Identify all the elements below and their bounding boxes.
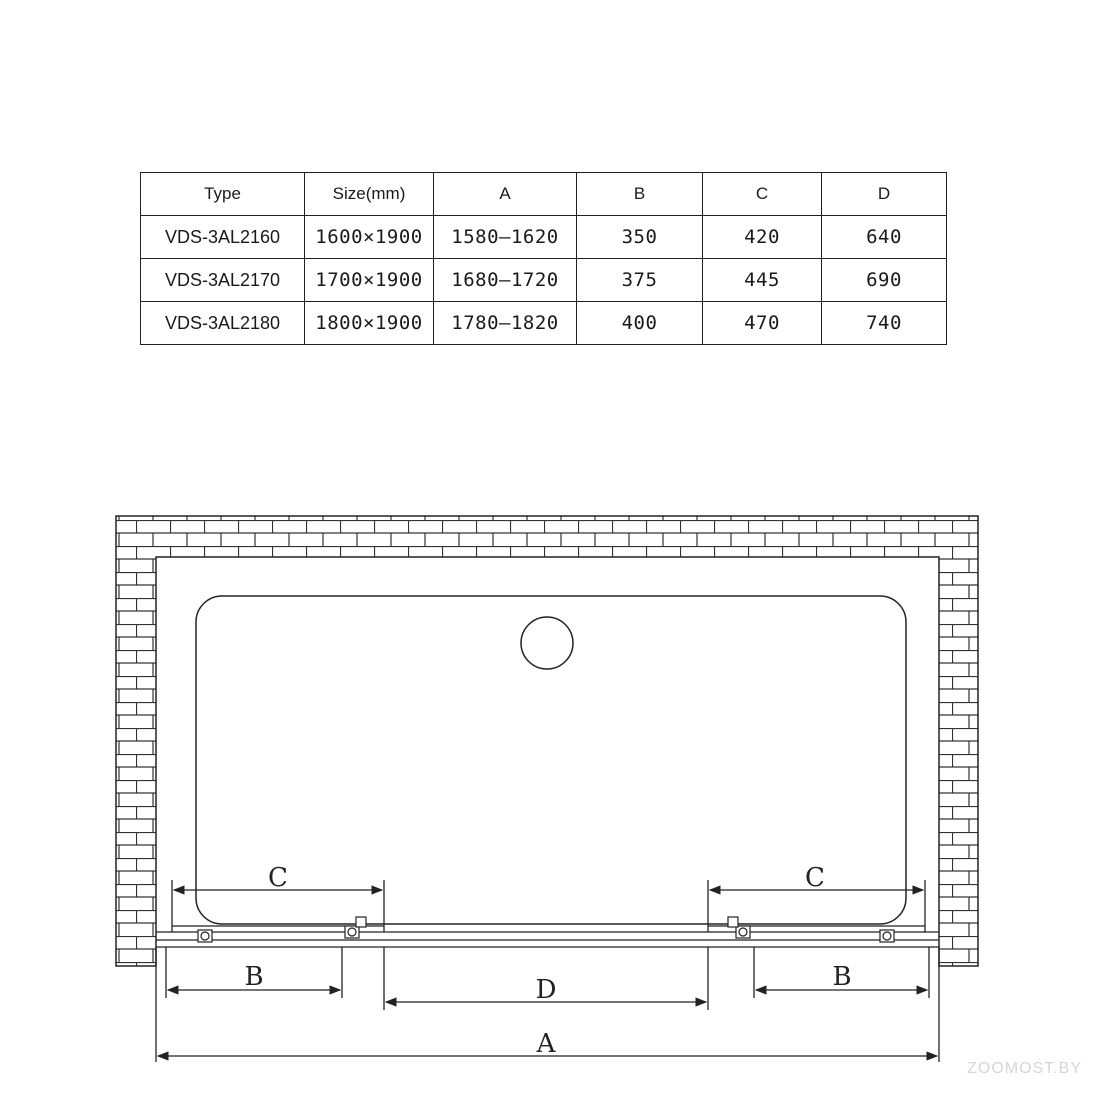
header-c: C [703, 173, 822, 216]
cell-c: 420 [703, 216, 822, 259]
cell-b: 400 [577, 302, 703, 345]
cell-size: 1600×1900 [305, 216, 434, 259]
brick-wall [116, 516, 978, 966]
label-c-right: C [805, 863, 825, 893]
cell-c: 470 [703, 302, 822, 345]
label-b-right: B [832, 962, 852, 992]
header-d: D [822, 173, 947, 216]
cell-d: 640 [822, 216, 947, 259]
cell-b: 375 [577, 259, 703, 302]
header-size: Size(mm) [305, 173, 434, 216]
label-c-left: C [268, 863, 288, 893]
drain-icon [521, 617, 573, 669]
cell-c: 445 [703, 259, 822, 302]
cell-d: 690 [822, 259, 947, 302]
sliding-door-rails [156, 926, 939, 947]
cell-size: 1800×1900 [305, 302, 434, 345]
cell-a: 1580–1620 [434, 216, 577, 259]
cell-type: VDS-3AL2170 [141, 259, 305, 302]
header-b: B [577, 173, 703, 216]
watermark: ZOOMOST.BY [967, 1060, 1082, 1077]
label-b-left: B [244, 962, 264, 992]
header-type: Type [141, 173, 305, 216]
cell-d: 740 [822, 302, 947, 345]
shower-tray [196, 596, 906, 924]
roller-hardware-icon [198, 917, 894, 942]
cell-a: 1780–1820 [434, 302, 577, 345]
cell-size: 1700×1900 [305, 259, 434, 302]
label-a: A [536, 1029, 556, 1059]
cell-b: 350 [577, 216, 703, 259]
cell-type: VDS-3AL2160 [141, 216, 305, 259]
label-d: D [535, 975, 557, 1005]
header-a: A [434, 173, 577, 216]
cell-type: VDS-3AL2180 [141, 302, 305, 345]
cell-a: 1680–1720 [434, 259, 577, 302]
